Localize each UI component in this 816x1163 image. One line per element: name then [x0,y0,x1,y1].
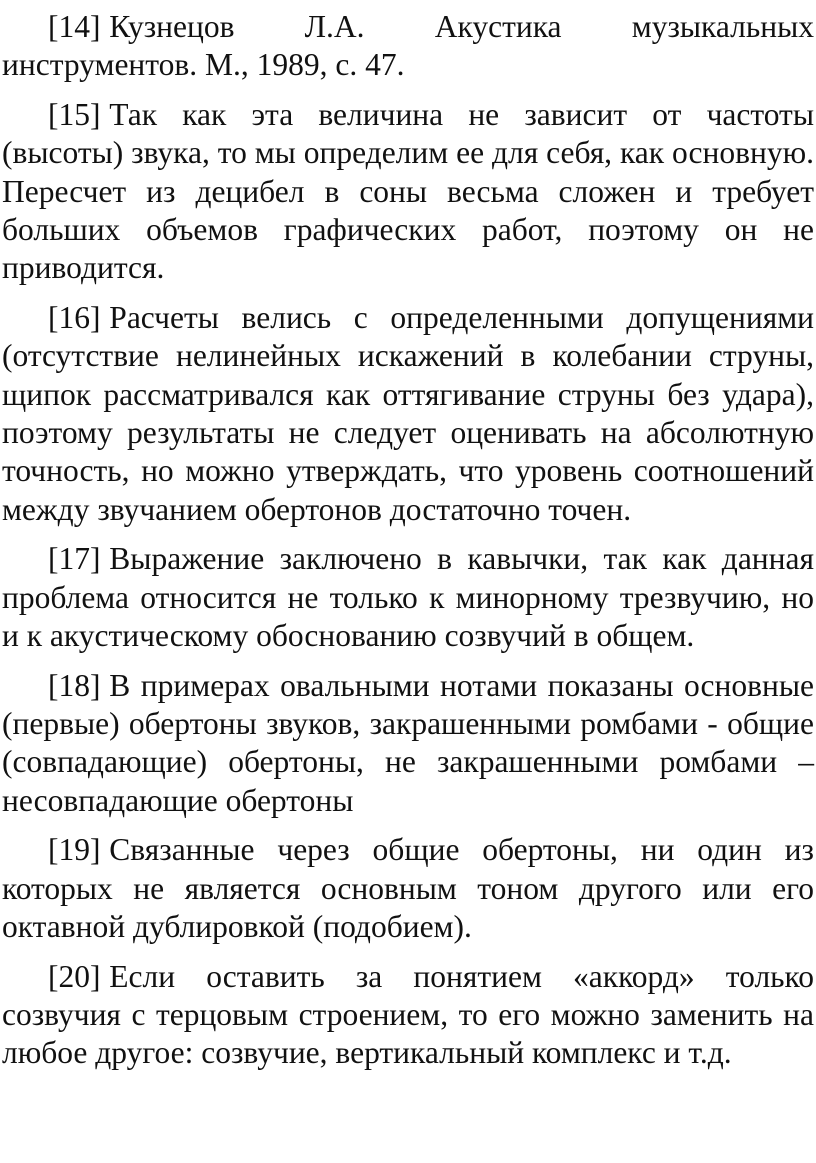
endnote-text: Кузнецов Л.А. Акустика музыкальных инструментов. М., 1989, с. 47. [2,9,814,83]
endnote-14 [2,8,814,85]
endnote-number: [18] [48,667,101,703]
endnote-text: Выражение заключено в кавычки, так как данная проблема относится не только к минорному трезвучию, но и к акустическому обоснованию созвучий в общем. [2,541,814,653]
endnote-number: [17] [48,541,101,577]
endnote-text: Если оставить за понятием «аккорд» только созвучия с терцовым строением, то его можно заменить на любое другое: созвучие, вертикальный комплекс и т.д. [2,958,814,1071]
endnote-text: Так как эта величина не зависит от частоты (высоты) звука, то мы определим ее для себя, как основную. Пересчет из децибел в соны весьма сложен и требует больших объемов графических работ, поэтому он не приводится. [2,97,814,286]
endnote-20 [2,958,814,1073]
endnote-16 [2,299,814,529]
endnote-number: [19] [48,832,101,868]
endnote-number: [16] [48,300,101,336]
endnote-text: Связанные через общие обертоны, ни один из которых не является основным тоном другого или его октавной дублировкой (подобием). [2,832,814,945]
endnote-18 [2,667,814,820]
endnote-19 [2,831,814,946]
endnote-15 [2,96,814,287]
endnote-text: Расчеты велись с определенными допущениями (отсутствие нелинейных искажений в колебании струны, щипок рассматривался как оттягивание струны без удара), поэтому результаты не следует оценивать на абсолютную точность, но можно утверждать, что уровень соотношений между звучанием обертонов достаточно точен. [2,300,814,527]
endnote-number: [14] [48,9,101,44]
endnote-number: [15] [48,97,101,133]
endnote-number: [20] [48,958,101,994]
endnote-text: В примерах овальными нотами показаны основные (первые) обертоны звуков, закрашенными ромбами - общие (совпадающие) обертоны, не закрашенными ромбами – несовпадающие обертоны [2,667,814,818]
endnote-17 [2,540,814,655]
